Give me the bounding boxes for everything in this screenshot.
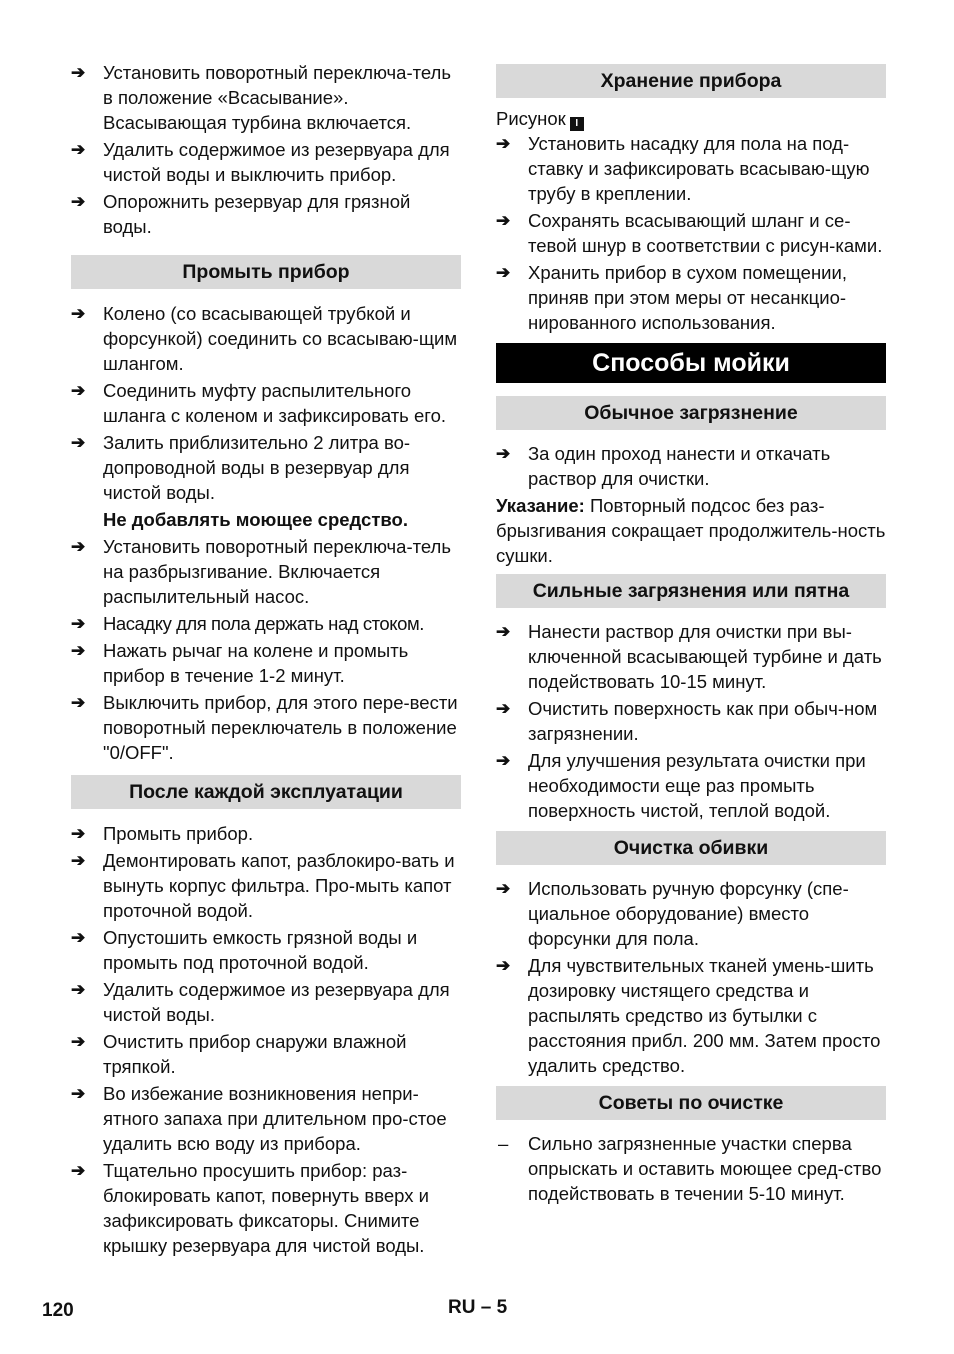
list-item: ➔ Залить приблизительно 2 литра во-допроводной воды в резервуар для чистой воды. — [71, 432, 411, 503]
heavy-soiling-heading: Сильные загрязнения или пятна — [496, 574, 886, 608]
arrow-icon: ➔ — [496, 699, 511, 718]
arrow-icon: ➔ — [71, 1032, 86, 1051]
after-use-heading: После каждой эксплуатации — [71, 775, 461, 809]
after-use-list — [71, 821, 461, 1258]
list-item: ➔ Выключить прибор, для этого пере-вести поворотный переключатель в положение "0/OFF". — [71, 692, 458, 763]
arrow-icon: ➔ — [71, 980, 86, 999]
storage-heading: Хранение прибора — [496, 64, 886, 98]
list-item: ➔ Опустошить емкость грязной воды и промыть под проточной водой. — [71, 927, 418, 973]
list-item: ➔ Установить насадку для пола на под-ставку и зафиксировать всасываю-щую трубу в креплении. — [496, 133, 870, 204]
arrow-icon: ➔ — [496, 879, 511, 898]
list-item: – Сильно загрязненные участки сперва опрыскать и оставить моющее сред-ство подействовать в течении 5-10 минут. — [498, 1133, 882, 1204]
normal-soiling-heading: Обычное загрязнение — [496, 396, 886, 430]
list-item: ➔ Очистить прибор снаружи влажной тряпкой. — [71, 1031, 407, 1077]
list-item: ➔ Удалить содержимое из резервуара для чистой воды. — [71, 979, 450, 1025]
rinse-warning-note: Не добавлять моющее средство. — [103, 509, 408, 530]
list-item: ➔ Установить поворотный переключа-тель на разбрызгивание. Включается распылительный насос. — [71, 536, 451, 607]
arrow-icon: ➔ — [71, 824, 86, 843]
arrow-icon: ➔ — [496, 622, 511, 641]
list-item: ➔ Промыть прибор. — [71, 823, 254, 844]
page-number: 120 — [42, 1300, 74, 1321]
intro-list — [71, 60, 461, 239]
rinse-list — [71, 301, 461, 765]
arrow-icon: ➔ — [496, 263, 511, 282]
language-page-label: RU – 5 — [448, 1297, 508, 1318]
list-item: ➔ Тщательно просушить прибор: раз-блокировать капот, повернуть вверх и зафиксировать фиксаторы. Снимите крышку резервуара для чистой воды. — [71, 1160, 429, 1256]
list-item: ➔ Очистить поверхность как при обыч-ном загрязнении. — [496, 698, 878, 744]
list-item: ➔ Во избежание возникновения непри-ятного запаха при длительном про-стое удалить всю воду из прибора. — [71, 1083, 447, 1154]
arrow-icon: ➔ — [496, 444, 511, 463]
right-column — [496, 64, 886, 1208]
arrow-icon: ➔ — [71, 928, 86, 947]
heavy-soiling-list — [496, 619, 886, 823]
arrow-icon: ➔ — [71, 641, 86, 660]
list-item: ➔ Сохранять всасывающий шланг и се-тевой шнур в соответствии с рисун-ками. — [496, 210, 883, 256]
arrow-icon: ➔ — [496, 134, 511, 153]
list-item: ➔ Нажать рычаг на колене и промыть прибор в течение 1-2 минут. — [71, 640, 409, 686]
dash-bullet-icon: – — [498, 1133, 509, 1154]
arrow-icon: ➔ — [496, 211, 511, 230]
arrow-icon: ➔ — [71, 433, 86, 452]
figure-number-badge: I — [570, 117, 584, 131]
arrow-icon: ➔ — [71, 304, 86, 323]
storage-list — [496, 131, 886, 335]
arrow-icon: ➔ — [496, 956, 511, 975]
upholstery-heading: Очистка обивки — [496, 831, 886, 865]
arrow-icon: ➔ — [71, 1084, 86, 1103]
left-column — [71, 60, 461, 1260]
arrow-icon: ➔ — [496, 751, 511, 770]
upholstery-list — [496, 876, 886, 1078]
list-item: ➔ Нанести раствор для очистки при вы-ключенной всасывающей турбине и дать подействовать 10-15 минут. — [496, 621, 882, 692]
list-item: ➔ Соединить муфту распылительного шланга с коленом и зафиксировать его. — [71, 380, 447, 426]
list-item: ➔ Для улучшения результата очистки при необходимости еще раз промыть поверхность чистой, теплой водой. — [496, 750, 866, 821]
arrow-icon: ➔ — [71, 693, 86, 712]
list-item: ➔ Для чувствительных тканей умень-шить дозировку чистящего средства и распылять средство из бутылки с расстояния прибл. 200 мм. Затем просто удалить средство. — [496, 955, 881, 1076]
arrow-icon: ➔ — [71, 537, 86, 556]
figure-reference: Рисунок I — [496, 106, 886, 131]
list-item: ➔ Хранить прибор в сухом помещении, приняв при этом меры от несанкцио-нированного использования. — [496, 262, 847, 333]
arrow-icon: ➔ — [71, 63, 86, 82]
arrow-icon: ➔ — [71, 1161, 86, 1180]
list-item: ➔ Удалить содержимое из резервуара для чистой воды и выключить прибор. — [71, 139, 450, 185]
list-item: ➔ Установить поворотный переключа-тель в положение «Всасывание». Всасывающая турбина включается. — [71, 62, 451, 133]
list-item: ➔ Колено (со всасывающей трубкой и форсункой) соединить со всасываю-щим шлангом. — [71, 303, 458, 374]
note-paragraph: Указание: Повторный подсос без раз-брызгивания сокращает продолжитель-ность сушки. — [496, 495, 886, 566]
list-item: ➔ Демонтировать капот, разблокиро-вать и вынуть корпус фильтра. Про-мыть капот проточной водой. — [71, 850, 455, 921]
list-item: ➔ Использовать ручную форсунку (спе-циальное оборудование) вместо форсунки для пола. — [496, 878, 849, 949]
list-item: ➔ Насадку для пола держать над стоком. — [71, 613, 424, 634]
rinse-heading: Промыть прибор — [71, 255, 461, 289]
list-item: ➔ Опорожнить резервуар для грязной воды. — [71, 191, 411, 237]
arrow-icon: ➔ — [71, 851, 86, 870]
tips-heading: Советы по очистке — [496, 1086, 886, 1120]
list-item: ➔ За один проход нанести и откачать раствор для очистки. — [496, 443, 831, 489]
arrow-icon: ➔ — [71, 381, 86, 400]
arrow-icon: ➔ — [71, 192, 86, 211]
note-label: Указание: — [496, 495, 585, 516]
arrow-icon: ➔ — [71, 140, 86, 159]
cleaning-methods-title: Способы мойки — [496, 343, 886, 383]
arrow-icon: ➔ — [71, 614, 86, 633]
